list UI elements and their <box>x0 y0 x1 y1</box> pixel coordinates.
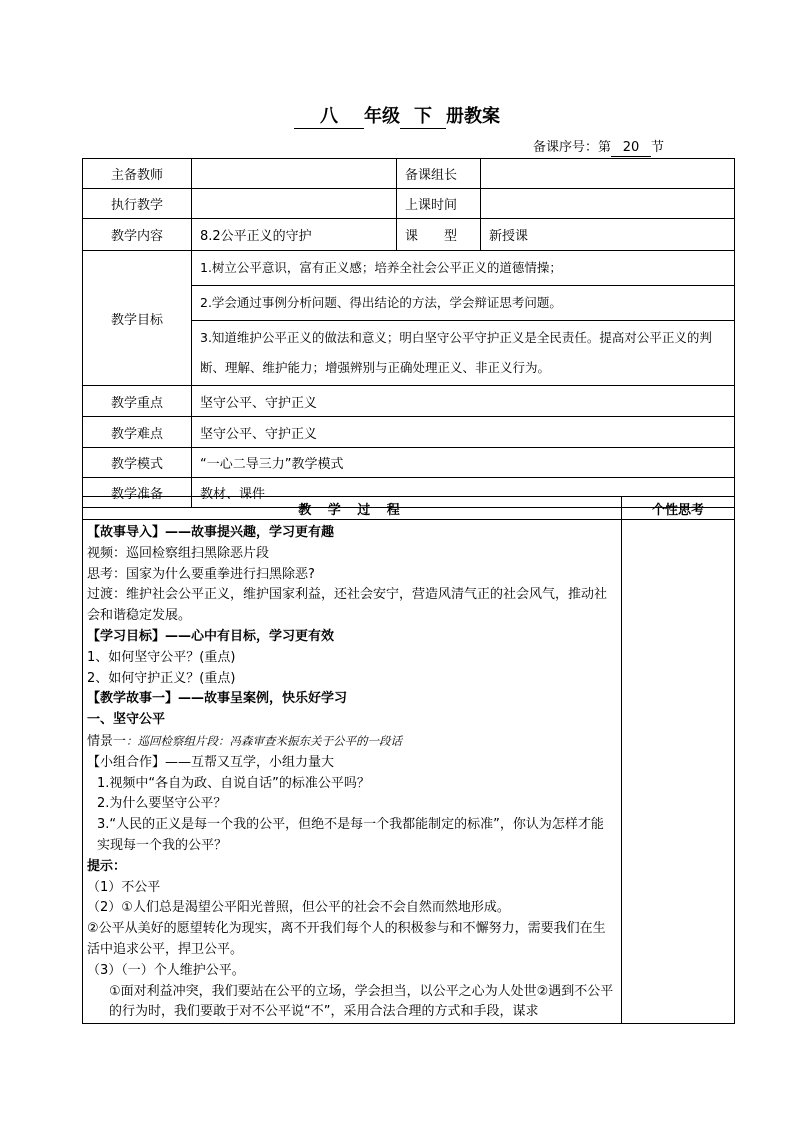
objective-3: 3.知道维护公平正义的做法和意义；明白坚守公平守护正义是全民责任。提高对公平正义的判断、理解、维护能力；增强辨别与正确处理正义、非正义行为。 <box>192 320 734 385</box>
mode-label: 教学模式 <box>83 448 192 478</box>
serial-value: 20 <box>611 139 651 157</box>
objective-1: 1.树立公平意识，富有正义感；培养全社会公平正义的道德情操； <box>200 260 562 275</box>
answer-2b: ②公平从美好的愿望转化为现实，离不开我们每个人的积极参与和不懈努力，需要我们在生活中追求公平，捍卫公平。 <box>87 921 606 957</box>
objectives-label: 教学目标 <box>83 251 192 386</box>
lesson-type-label: 课 型 <box>397 219 481 251</box>
think-line: 思考：国家为什么要重拳进行扫黑除恶? <box>87 566 315 582</box>
question-2: 2.为什么要坚守公平？ <box>97 796 227 812</box>
group-leader-label: 备课组长 <box>397 159 481 189</box>
story-one-heading: 【教学故事一】——故事呈案例，快乐好学习 <box>87 691 348 707</box>
content-label: 教学内容 <box>83 219 192 251</box>
transition-line: 过渡：维护社会公平正义，维护国家利益，还社会安宁，营造风清气正的社会风气，推动社会和谐稳定发展。 <box>87 587 608 624</box>
group-work-heading: 【小组合作】——互帮又互学，小组力量大 <box>87 754 335 770</box>
hint-heading: 提示： <box>87 858 127 874</box>
document-title <box>0 104 794 130</box>
goal-1: 1、如何坚守公平？(重点) <box>87 649 236 665</box>
objectives-cell <box>192 251 735 386</box>
video-line: 视频：巡回检察组扫黑除恶片段 <box>87 545 270 561</box>
story-intro-heading: 【故事导入】——故事提兴趣，学习更有趣 <box>87 525 335 540</box>
answer-1: （1）不公平 <box>87 879 161 895</box>
process-heading: 教 学 过 程 <box>83 497 622 520</box>
lesson-info-table <box>82 158 735 508</box>
serial-suffix: 节 <box>651 140 665 155</box>
group-leader-value <box>481 159 735 189</box>
teaching-process-table <box>82 496 735 1024</box>
exec-teaching-label: 执行教学 <box>83 189 192 219</box>
objectives-heading: 【学习目标】——心中有目标，学习更有效 <box>87 628 335 644</box>
mode-value: “一心二导三力”教学模式 <box>192 448 735 478</box>
difficulty-label: 教学难点 <box>83 417 192 448</box>
exec-teaching-value <box>192 189 397 219</box>
content-value: 8.2公平正义的守护 <box>192 219 397 251</box>
preparation-value: 教材、课件 <box>192 478 735 508</box>
key-point-label: 教学重点 <box>83 386 192 417</box>
title-suffix: 册教案 <box>446 106 500 127</box>
main-teacher-label: 主备教师 <box>83 159 192 189</box>
personal-thinking-cell <box>622 520 735 1024</box>
question-3: 3.“人民的正义是每一个我的公平，但绝不是每一个我都能制定的标准”，你认为怎样才能实现每一个我的公平？ <box>97 817 604 853</box>
lesson-type-value: 新授课 <box>481 219 735 251</box>
scenario-line <box>87 731 615 753</box>
preparation-label: 教学准备 <box>83 478 192 508</box>
process-content <box>83 520 622 1024</box>
serial-number <box>533 138 664 158</box>
grade-suffix: 年级 <box>364 106 400 127</box>
objective-2: 2.学会通过事例分析问题、得出结论的方法，学会辩证思考问题。 <box>192 285 734 320</box>
key-point-value: 坚守公平、守护正义 <box>192 386 735 417</box>
goal-2: 2、如何守护正义？(重点) <box>87 670 236 686</box>
class-time-value <box>481 189 735 219</box>
scenario-label: 情景一 <box>87 733 127 749</box>
scenario-text: ：巡回检察组片段：冯森审查米振东关于公平的一段话 <box>126 733 403 748</box>
grade-blank: 八 <box>294 106 364 129</box>
answer-3: （3）（一）个人维护公平。 <box>87 962 245 978</box>
term-blank: 下 <box>400 106 446 129</box>
serial-label: 备课序号：第 <box>533 140 612 155</box>
difficulty-value: 坚守公平、守护正义 <box>192 417 735 448</box>
answer-2: （2）①人们总是渴望公平阳光普照，但公平的社会不会自然而然地形成。 <box>87 900 510 916</box>
answer-3a: ①面对利益冲突，我们要站在公平的立场，学会担当，以公平之心为人处世②遇到不公平的行为时，我们要敢于对不公平说“不”，采用合法合理的方式和手段，谋求 <box>109 983 614 1020</box>
section-heading: 一、坚守公平 <box>87 712 166 728</box>
class-time-label: 上课时间 <box>397 189 481 219</box>
question-1: 1.视频中“各自为政、自说自话”的标准公平吗？ <box>97 775 370 791</box>
main-teacher-value <box>192 159 397 189</box>
side-heading: 个性思考 <box>622 497 735 520</box>
